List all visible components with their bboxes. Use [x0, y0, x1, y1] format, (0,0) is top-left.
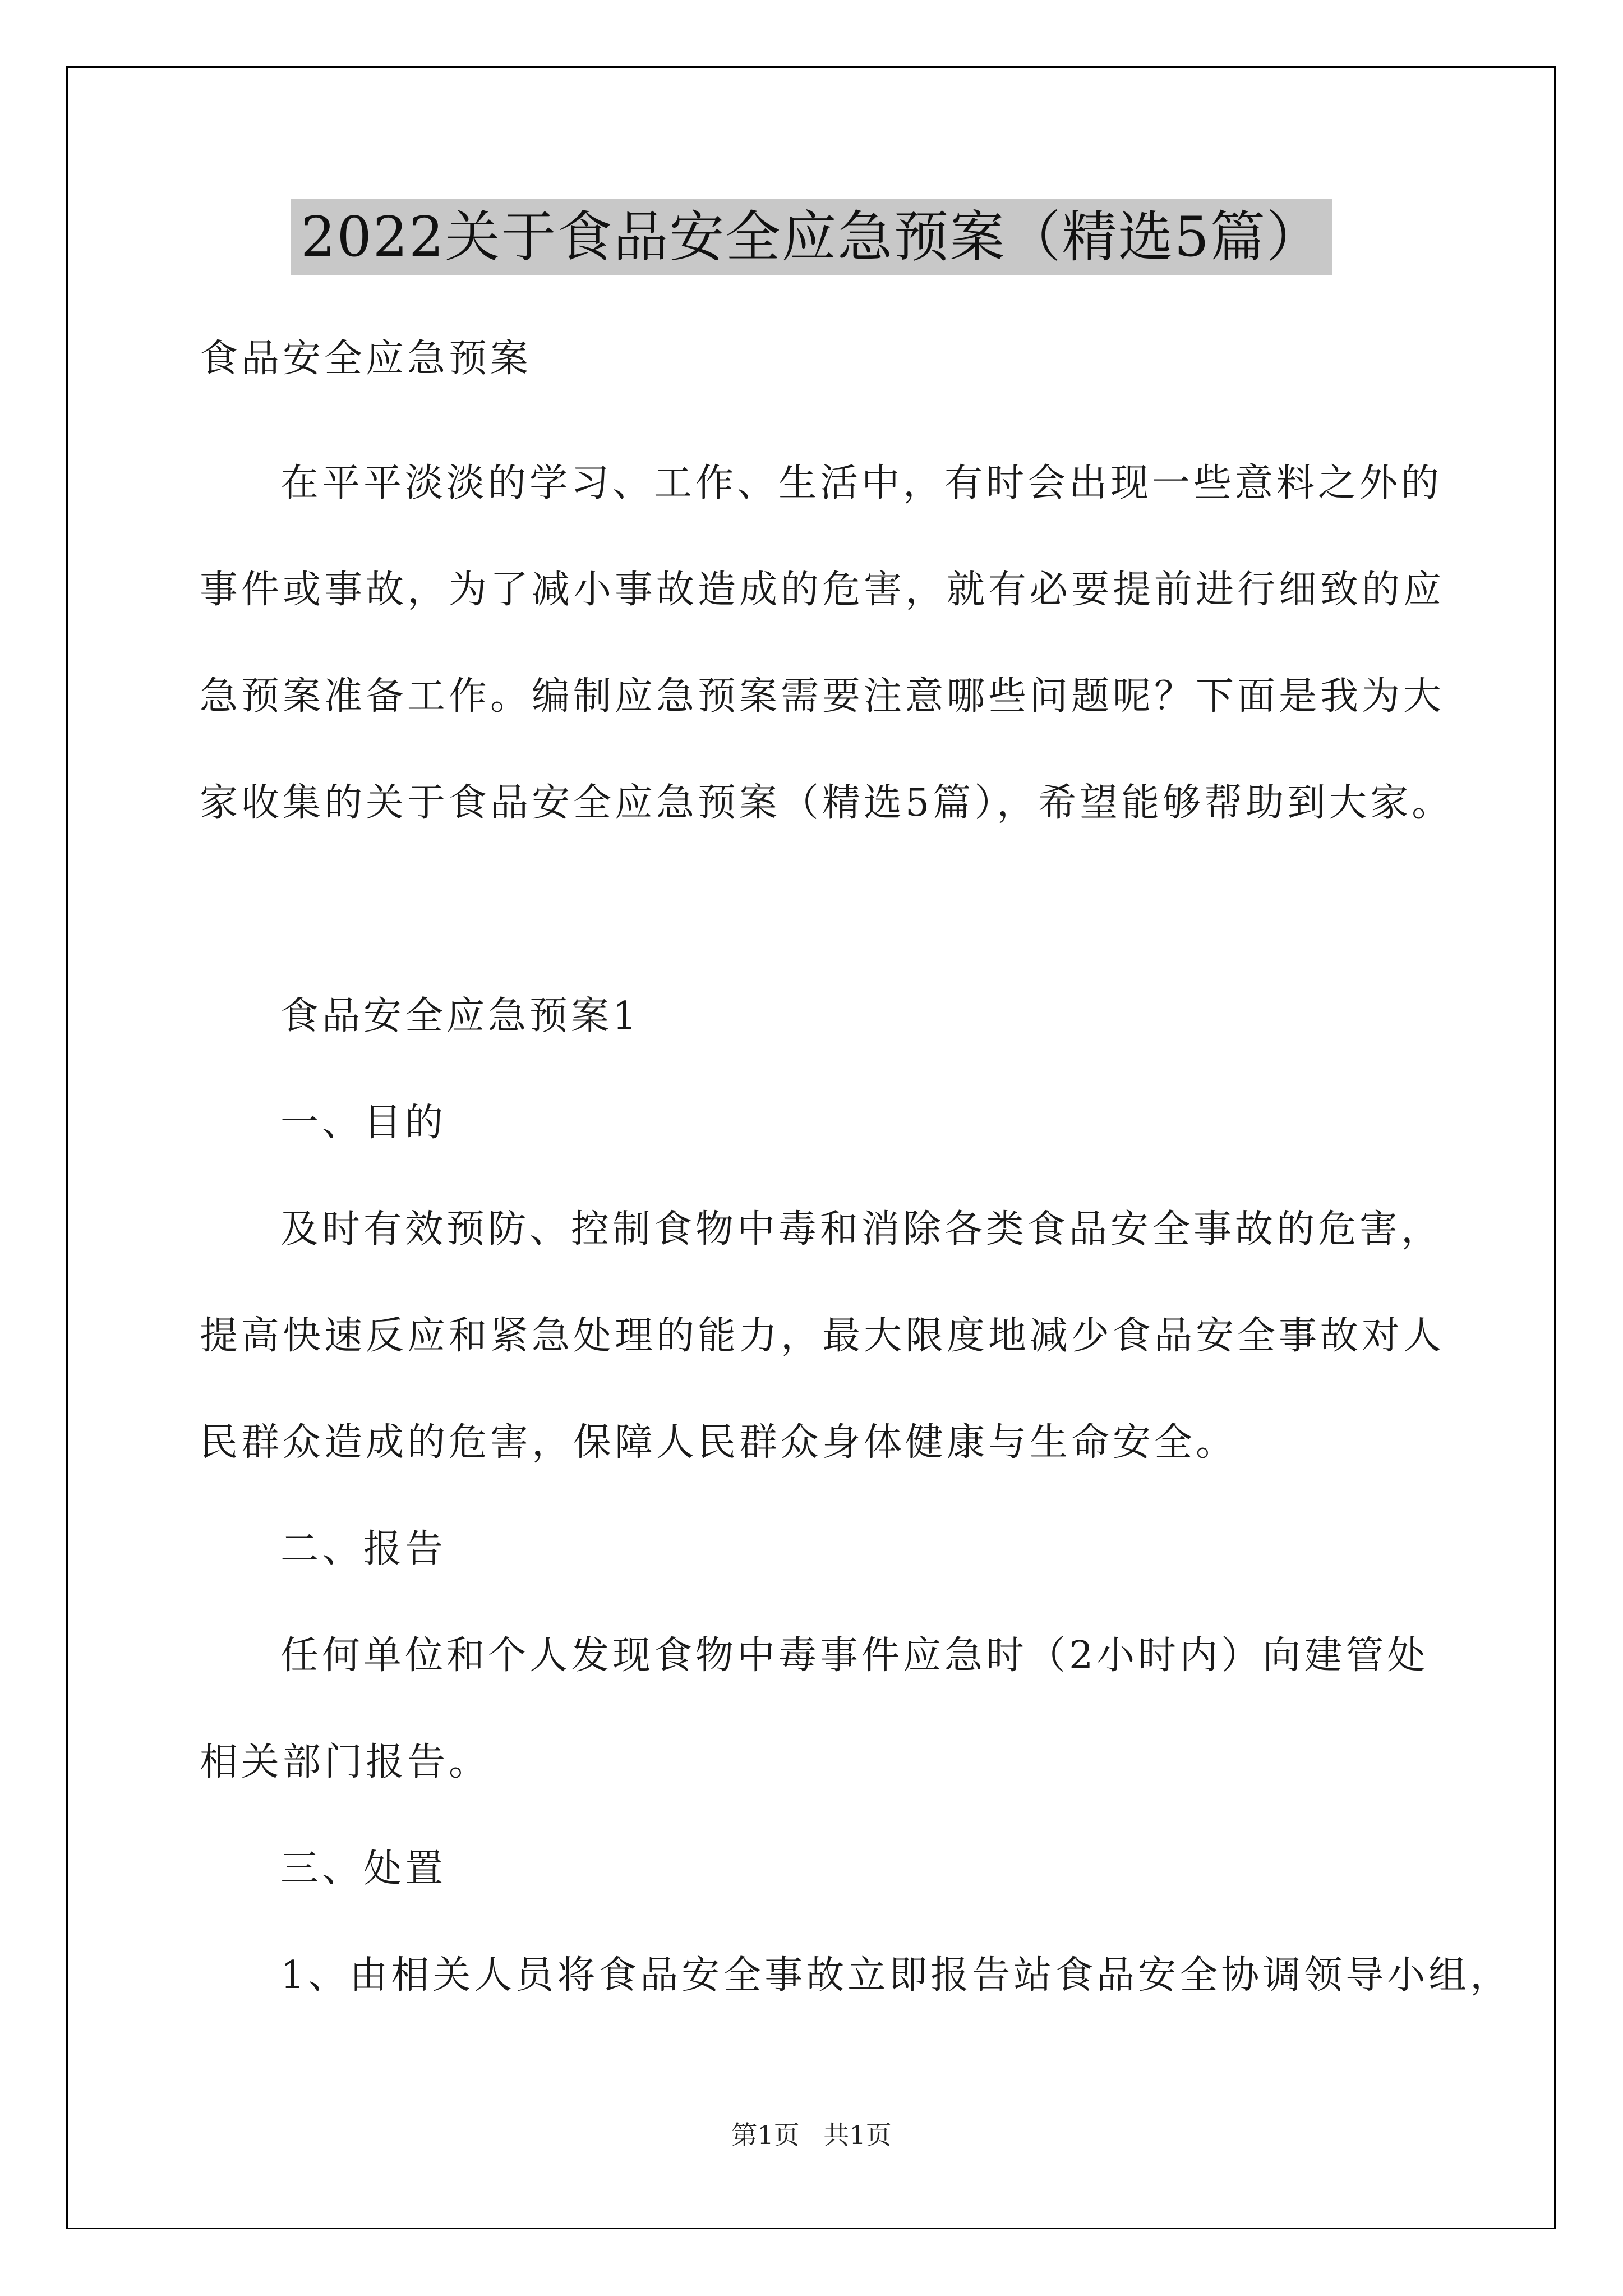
paragraph-line: 急预案准备工作。编制应急预案需要注意哪些问题呢？下面是我为大	[200, 674, 1445, 719]
paragraph-line: 相关部门报告。	[200, 1740, 491, 1784]
paragraph-line: 家收集的关于食品安全应急预案（精选5篇），希望能够帮助到大家。	[200, 781, 1454, 825]
page-footer	[0, 2119, 1623, 2151]
subsection-heading: 食品安全应急预案1	[280, 994, 640, 1038]
page-border	[66, 66, 1556, 2229]
section-heading: 食品安全应急预案	[200, 337, 532, 381]
paragraph-line: 任何单位和个人发现食物中毒事件应急时（2小时内）向建管处	[280, 1634, 1429, 1678]
subsection-heading: 二、报告	[280, 1527, 447, 1571]
paragraph-line: 及时有效预防、控制食物中毒和消除各类食品安全事故的危害，	[280, 1207, 1443, 1251]
document-title: 2022关于食品安全应急预案（精选5篇）	[291, 199, 1332, 275]
page-number: 第1页	[731, 2120, 800, 2150]
paragraph-line: 1、由相关人员将食品安全事故立即报告站食品安全协调领导小组，	[280, 1953, 1512, 1998]
paragraph-line: 在平平淡淡的学习、工作、生活中，有时会出现一些意料之外的	[280, 461, 1443, 505]
title-container	[0, 199, 1623, 275]
subsection-heading: 一、目的	[280, 1101, 447, 1145]
page-total: 共1页	[823, 2120, 892, 2150]
paragraph-line: 提高快速反应和紧急处理的能力，最大限度地减少食品安全事故对人	[200, 1314, 1445, 1358]
paragraph-line: 事件或事故，为了减小事故造成的危害，就有必要提前进行细致的应	[200, 568, 1445, 612]
subsection-heading: 三、处置	[280, 1847, 447, 1891]
paragraph-line: 民群众造成的危害，保障人民群众身体健康与生命安全。	[200, 1420, 1238, 1465]
